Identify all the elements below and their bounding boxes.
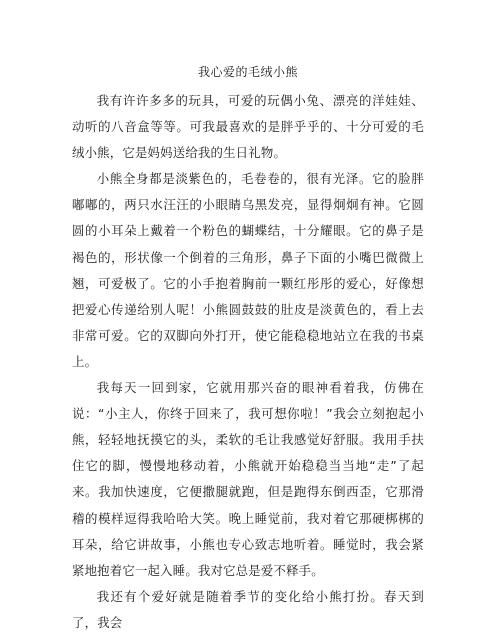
document-title: 我心爱的毛绒小熊: [197, 65, 298, 79]
paragraph: 我有许许多多的玩具，可爱的玩偶小兔、漂亮的洋娃娃、动听的八音盒等等。可我最喜欢的是胖乎乎的、十分可爱的毛绒小熊，它是妈妈送给我的生日礼物。: [72, 93, 424, 161]
paragraph: 小熊全身都是淡紫色的，毛卷卷的，很有光泽。它的脸胖嘟嘟的，两只水汪汪的小眼睛乌黑发亮，显得炯炯有神。它圆圆的小耳朵上戴着一个粉色的蝴蝶结，十分耀眼。它的鼻子是褐色的，形状像一个倒着的三角形，鼻子下面的小嘴巴微微上翘，可爱极了。它的小手抱着胸前一颗红彤彤的爱心，好像想把爱心传递给别人呢！小熊圆鼓鼓的肚皮是淡黄色的，看上去非常可爱。它的双脚向外打开，使它能稳稳地站立在我的书桌上。: [72, 171, 424, 369]
document-body: [72, 88, 424, 636]
paragraph: 我每天一回到家，它就用那兴奋的眼神看着我，仿佛在说：“小主人，你终于回来了，我可想你啦！”我会立刻抱起小熊，轻轻地抚摸它的头，柔软的毛让我感觉好舒服。我用手扶住它的脚，慢慢地移动着，小熊就开始稳稳当当地“走”了起来。我加快速度，它便撒腿就跑，但是跑得东倒西歪，它那滑稽的模样逗得我哈哈大笑。晚上睡觉前，我对着它那硬梆梆的耳朵，给它讲故事，小熊也专心致志地听着。睡觉时，我会紧紧地抱着它一起入睡。我对它总是爱不释手。: [72, 380, 424, 578]
paragraph: 我还有个爱好就是随着季节的变化给小熊打扮。春天到了，我会: [72, 588, 424, 630]
